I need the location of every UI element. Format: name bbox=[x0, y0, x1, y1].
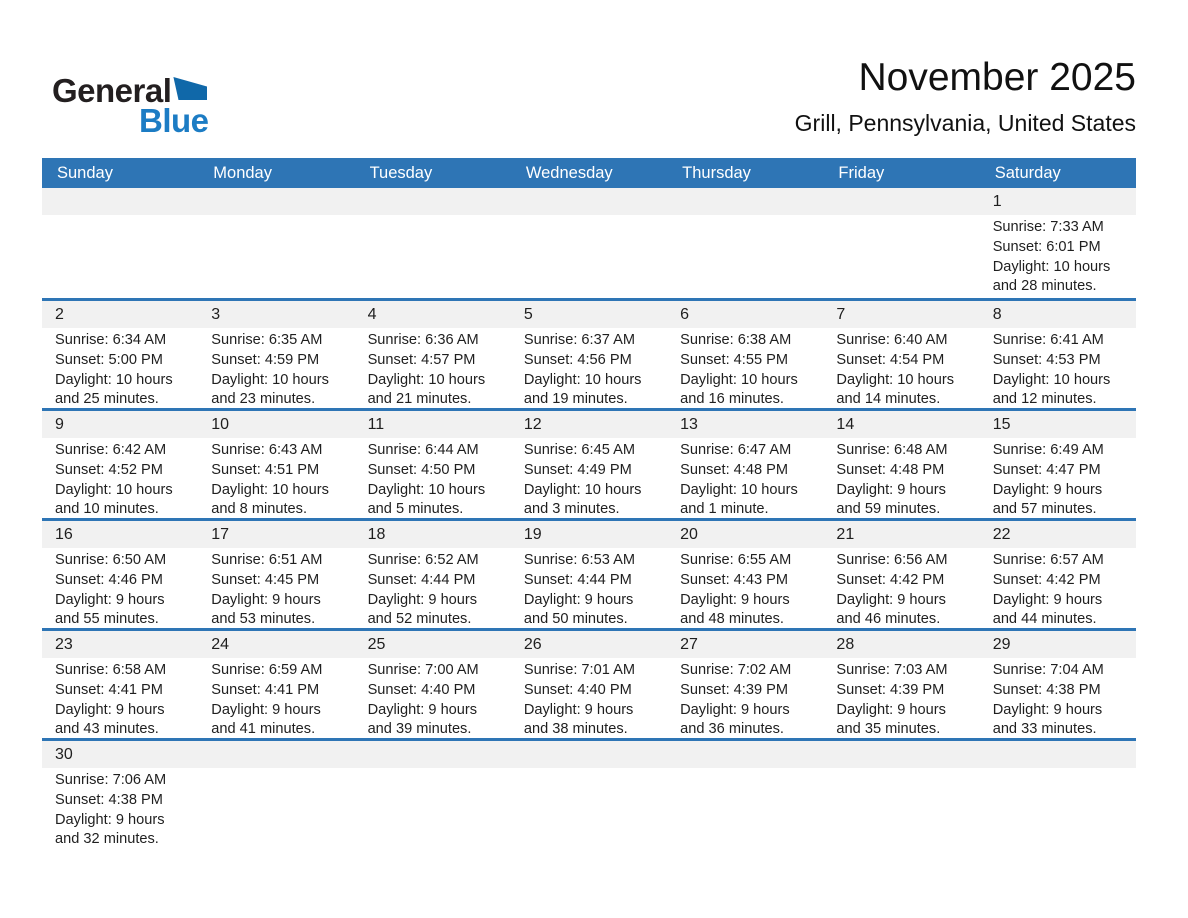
daylight-text: Daylight: 9 hours bbox=[55, 701, 165, 718]
daylight-text: Daylight: 9 hours bbox=[836, 591, 946, 608]
sunrise-text: Sunrise: 7:00 AM bbox=[367, 662, 479, 678]
day-number: 19 bbox=[523, 526, 542, 543]
calendar-location-subtitle: Grill, Pennsylvania, United States bbox=[794, 109, 1136, 136]
daylight-text-cont: and 1 minute. bbox=[680, 501, 769, 518]
sunrise-text: Sunrise: 6:56 AM bbox=[836, 552, 948, 568]
sunset-text: Sunset: 4:50 PM bbox=[367, 461, 476, 478]
sunset-text: Sunset: 4:46 PM bbox=[55, 571, 163, 588]
sunset-text: Sunset: 4:48 PM bbox=[836, 461, 945, 478]
daylight-text: Daylight: 9 hours bbox=[992, 591, 1103, 608]
sunset-text: Sunset: 4:42 PM bbox=[836, 571, 945, 588]
day-details-row bbox=[42, 328, 1136, 410]
week-row-4 bbox=[42, 518, 1136, 628]
day-number: 26 bbox=[523, 636, 542, 653]
day-cell bbox=[511, 548, 667, 630]
day-cell bbox=[355, 438, 511, 520]
daylight-text-cont: and 36 minutes. bbox=[680, 721, 784, 738]
sunset-text: Sunset: 4:42 PM bbox=[992, 571, 1101, 588]
daylight-text: Daylight: 10 hours bbox=[680, 481, 798, 498]
sunset-text: Sunset: 4:48 PM bbox=[680, 461, 789, 478]
day-cell bbox=[823, 438, 979, 520]
sunrise-text: Sunrise: 6:57 AM bbox=[992, 552, 1104, 568]
sunrise-text: Sunrise: 7:06 AM bbox=[55, 772, 167, 788]
daylight-text-cont: and 16 minutes. bbox=[680, 391, 784, 408]
day-cell bbox=[823, 658, 979, 740]
empty-day-number bbox=[823, 188, 979, 215]
day-number: 25 bbox=[367, 636, 386, 653]
daylight-text-cont: and 23 minutes. bbox=[211, 391, 316, 408]
sunset-text: Sunset: 4:57 PM bbox=[367, 351, 476, 368]
day-number: 13 bbox=[680, 416, 698, 433]
day-number: 29 bbox=[992, 636, 1011, 653]
daylight-text-cont: and 39 minutes. bbox=[367, 721, 472, 738]
sunrise-text: Sunrise: 6:45 AM bbox=[523, 442, 635, 458]
sunset-text: Sunset: 4:41 PM bbox=[211, 681, 320, 698]
title-block bbox=[795, 56, 1136, 137]
day-number: 14 bbox=[836, 416, 855, 433]
daylight-text: Daylight: 10 hours bbox=[367, 371, 486, 388]
daylight-text-cont: and 19 minutes. bbox=[523, 391, 628, 408]
sunset-text: Sunset: 5:00 PM bbox=[55, 351, 163, 368]
empty-day-number bbox=[667, 188, 823, 215]
day-number: 1 bbox=[992, 193, 1002, 210]
empty-day-number bbox=[355, 188, 511, 215]
daylight-text: Daylight: 9 hours bbox=[523, 701, 634, 718]
day-number: 5 bbox=[523, 306, 533, 323]
empty-day-number bbox=[198, 741, 354, 768]
sunrise-text: Sunrise: 6:35 AM bbox=[211, 332, 323, 348]
day-number-band bbox=[42, 301, 1136, 328]
week-row-6 bbox=[42, 738, 1136, 848]
daylight-text: Daylight: 10 hours bbox=[523, 481, 642, 498]
daylight-text: Daylight: 9 hours bbox=[367, 701, 478, 718]
daylight-text-cont: and 41 minutes. bbox=[211, 721, 316, 738]
weekday-header-row bbox=[42, 158, 1136, 188]
daylight-text-cont: and 10 minutes. bbox=[55, 501, 159, 518]
day-details-row bbox=[42, 215, 1136, 297]
empty-day-number bbox=[355, 741, 511, 768]
day-number: 30 bbox=[55, 746, 73, 763]
day-number-band bbox=[42, 188, 1136, 215]
sunset-text: Sunset: 4:43 PM bbox=[680, 571, 789, 588]
day-cell bbox=[355, 548, 511, 630]
sunset-text: Sunset: 4:38 PM bbox=[992, 681, 1101, 698]
calendar-month-title: November 2025 bbox=[858, 56, 1136, 99]
day-number: 15 bbox=[992, 416, 1011, 433]
empty-day-number bbox=[980, 741, 1136, 768]
day-number-band bbox=[42, 741, 1136, 768]
sunrise-text: Sunrise: 6:43 AM bbox=[211, 442, 323, 458]
sunset-text: Sunset: 4:39 PM bbox=[836, 681, 945, 698]
day-cell bbox=[355, 328, 511, 410]
day-cell bbox=[667, 328, 823, 410]
day-cell bbox=[198, 658, 354, 740]
empty-day-cell bbox=[355, 768, 511, 850]
sunset-text: Sunset: 4:59 PM bbox=[211, 351, 320, 368]
empty-day-cell bbox=[823, 768, 979, 850]
empty-day-cell bbox=[355, 215, 511, 297]
day-cell bbox=[980, 548, 1136, 630]
day-number: 17 bbox=[211, 526, 230, 543]
day-number-band bbox=[42, 521, 1136, 548]
sunrise-text: Sunrise: 7:02 AM bbox=[680, 662, 792, 678]
week-row-3 bbox=[42, 408, 1136, 518]
week-row-1 bbox=[42, 188, 1136, 298]
daylight-text: Daylight: 10 hours bbox=[55, 481, 173, 498]
day-cell bbox=[42, 768, 198, 850]
logo-text-blue: Blue bbox=[139, 102, 209, 139]
day-number: 12 bbox=[523, 416, 542, 433]
sunset-text: Sunset: 4:52 PM bbox=[55, 461, 163, 478]
sunrise-text: Sunrise: 6:48 AM bbox=[836, 442, 948, 458]
daylight-text: Daylight: 9 hours bbox=[55, 811, 165, 828]
daylight-text-cont: and 14 minutes. bbox=[836, 391, 941, 408]
sunset-text: Sunset: 4:38 PM bbox=[55, 791, 163, 808]
day-number: 18 bbox=[367, 526, 386, 543]
day-cell bbox=[198, 548, 354, 630]
day-cell bbox=[42, 438, 198, 520]
sunset-text: Sunset: 4:47 PM bbox=[992, 461, 1101, 478]
sunset-text: Sunset: 4:51 PM bbox=[211, 461, 320, 478]
daylight-text: Daylight: 9 hours bbox=[836, 481, 946, 498]
day-cell bbox=[667, 438, 823, 520]
sunrise-text: Sunrise: 7:04 AM bbox=[992, 662, 1104, 678]
day-cell bbox=[42, 328, 198, 410]
daylight-text-cont: and 32 minutes. bbox=[55, 831, 159, 848]
day-cell bbox=[667, 658, 823, 740]
weekday-header-saturday: Saturday bbox=[994, 163, 1061, 182]
daylight-text-cont: and 57 minutes. bbox=[992, 501, 1097, 518]
daylight-text: Daylight: 10 hours bbox=[836, 371, 955, 388]
daylight-text-cont: and 48 minutes. bbox=[680, 611, 784, 628]
day-cell bbox=[511, 328, 667, 410]
daylight-text: Daylight: 9 hours bbox=[367, 591, 478, 608]
empty-day-number bbox=[511, 741, 667, 768]
week-row-2 bbox=[42, 298, 1136, 408]
day-number-band bbox=[42, 631, 1136, 658]
daylight-text-cont: and 52 minutes. bbox=[367, 611, 472, 628]
daylight-text-cont: and 33 minutes. bbox=[992, 721, 1097, 738]
daylight-text: Daylight: 10 hours bbox=[523, 371, 642, 388]
day-cell bbox=[511, 658, 667, 740]
day-number: 20 bbox=[680, 526, 698, 543]
day-details-row bbox=[42, 768, 1136, 850]
day-cell bbox=[42, 658, 198, 740]
empty-day-cell bbox=[511, 215, 667, 297]
daylight-text: Daylight: 10 hours bbox=[992, 371, 1111, 388]
daylight-text-cont: and 8 minutes. bbox=[211, 501, 308, 518]
sunset-text: Sunset: 4:45 PM bbox=[211, 571, 320, 588]
daylight-text-cont: and 12 minutes. bbox=[992, 391, 1097, 408]
day-number: 23 bbox=[55, 636, 73, 653]
day-number: 8 bbox=[992, 306, 1002, 323]
daylight-text-cont: and 59 minutes. bbox=[836, 501, 941, 518]
empty-day-number bbox=[823, 741, 979, 768]
daylight-text: Daylight: 10 hours bbox=[367, 481, 486, 498]
sunset-text: Sunset: 4:54 PM bbox=[836, 351, 945, 368]
day-details-row bbox=[42, 658, 1136, 740]
daylight-text: Daylight: 9 hours bbox=[680, 591, 790, 608]
daylight-text-cont: and 3 minutes. bbox=[523, 501, 620, 518]
day-cell bbox=[980, 438, 1136, 520]
day-number: 4 bbox=[367, 306, 377, 323]
sunrise-text: Sunrise: 6:42 AM bbox=[55, 442, 167, 458]
weekday-header-sunday: Sunday bbox=[57, 163, 113, 182]
empty-day-cell bbox=[823, 215, 979, 297]
sunrise-text: Sunrise: 7:01 AM bbox=[523, 662, 635, 678]
sunrise-text: Sunrise: 6:58 AM bbox=[55, 662, 167, 678]
daylight-text-cont: and 21 minutes. bbox=[367, 391, 472, 408]
day-cell bbox=[355, 658, 511, 740]
weekday-header-monday: Monday bbox=[213, 163, 272, 182]
day-number-band bbox=[42, 411, 1136, 438]
sunset-text: Sunset: 6:01 PM bbox=[992, 238, 1101, 255]
day-number: 27 bbox=[680, 636, 698, 653]
day-number: 2 bbox=[55, 306, 64, 323]
day-cell bbox=[42, 548, 198, 630]
sunrise-text: Sunrise: 7:03 AM bbox=[836, 662, 948, 678]
day-number: 16 bbox=[55, 526, 73, 543]
sunrise-text: Sunrise: 6:49 AM bbox=[992, 442, 1104, 458]
sunrise-text: Sunrise: 6:59 AM bbox=[211, 662, 323, 678]
daylight-text-cont: and 46 minutes. bbox=[836, 611, 941, 628]
sunrise-text: Sunrise: 6:55 AM bbox=[680, 552, 792, 568]
empty-day-number bbox=[667, 741, 823, 768]
day-number: 11 bbox=[367, 416, 385, 433]
sunrise-text: Sunrise: 6:41 AM bbox=[992, 332, 1104, 348]
daylight-text: Daylight: 9 hours bbox=[523, 591, 634, 608]
day-number: 22 bbox=[992, 526, 1011, 543]
day-number: 6 bbox=[680, 306, 690, 323]
daylight-text-cont: and 55 minutes. bbox=[55, 611, 159, 628]
day-cell bbox=[198, 438, 354, 520]
daylight-text: Daylight: 10 hours bbox=[55, 371, 173, 388]
empty-day-number bbox=[511, 188, 667, 215]
day-details-row bbox=[42, 438, 1136, 520]
day-details-row bbox=[42, 548, 1136, 630]
daylight-text: Daylight: 9 hours bbox=[211, 591, 321, 608]
sunset-text: Sunset: 4:55 PM bbox=[680, 351, 789, 368]
sunrise-text: Sunrise: 6:37 AM bbox=[523, 332, 635, 348]
sunset-text: Sunset: 4:39 PM bbox=[680, 681, 789, 698]
calendar-weeks bbox=[42, 188, 1136, 848]
day-cell bbox=[667, 548, 823, 630]
day-cell bbox=[980, 215, 1136, 297]
daylight-text-cont: and 43 minutes. bbox=[55, 721, 159, 738]
day-number: 10 bbox=[211, 416, 230, 433]
sunrise-text: Sunrise: 6:50 AM bbox=[55, 552, 167, 568]
day-number: 7 bbox=[836, 306, 846, 323]
daylight-text: Daylight: 9 hours bbox=[992, 701, 1103, 718]
weekday-header-friday: Friday bbox=[838, 163, 885, 182]
weekday-header-wednesday: Wednesday bbox=[525, 163, 613, 182]
daylight-text-cont: and 28 minutes. bbox=[992, 278, 1097, 295]
empty-day-cell bbox=[198, 768, 354, 850]
day-cell bbox=[823, 548, 979, 630]
logo-triangle-icon bbox=[173, 77, 207, 100]
daylight-text: Daylight: 9 hours bbox=[836, 701, 946, 718]
daylight-text-cont: and 38 minutes. bbox=[523, 721, 628, 738]
empty-day-cell bbox=[667, 768, 823, 850]
sunrise-text: Sunrise: 6:51 AM bbox=[211, 552, 323, 568]
sunset-text: Sunset: 4:40 PM bbox=[523, 681, 632, 698]
empty-day-cell bbox=[980, 768, 1136, 850]
daylight-text-cont: and 5 minutes. bbox=[367, 501, 464, 518]
empty-day-cell bbox=[198, 215, 354, 297]
sunset-text: Sunset: 4:44 PM bbox=[523, 571, 632, 588]
empty-day-cell bbox=[42, 215, 198, 297]
sunrise-text: Sunrise: 6:40 AM bbox=[836, 332, 948, 348]
calendar-table bbox=[42, 158, 1136, 848]
sunrise-text: Sunrise: 6:38 AM bbox=[680, 332, 792, 348]
daylight-text: Daylight: 9 hours bbox=[211, 701, 321, 718]
sunrise-text: Sunrise: 6:53 AM bbox=[523, 552, 635, 568]
daylight-text-cont: and 44 minutes. bbox=[992, 611, 1097, 628]
day-number: 21 bbox=[836, 526, 855, 543]
daylight-text: Daylight: 10 hours bbox=[211, 481, 329, 498]
empty-day-cell bbox=[511, 768, 667, 850]
day-number: 24 bbox=[211, 636, 230, 653]
day-cell bbox=[980, 328, 1136, 410]
daylight-text: Daylight: 10 hours bbox=[680, 371, 798, 388]
empty-day-cell bbox=[667, 215, 823, 297]
weekday-header-tuesday: Tuesday bbox=[369, 163, 433, 182]
sunrise-text: Sunrise: 6:44 AM bbox=[367, 442, 479, 458]
sunrise-text: Sunrise: 6:36 AM bbox=[367, 332, 479, 348]
day-cell bbox=[980, 658, 1136, 740]
sunrise-text: Sunrise: 6:34 AM bbox=[55, 332, 167, 348]
day-cell bbox=[823, 328, 979, 410]
daylight-text: Daylight: 9 hours bbox=[55, 591, 165, 608]
sunrise-text: Sunrise: 6:52 AM bbox=[367, 552, 479, 568]
sunset-text: Sunset: 4:53 PM bbox=[992, 351, 1101, 368]
sunset-text: Sunset: 4:41 PM bbox=[55, 681, 163, 698]
empty-day-number bbox=[198, 188, 354, 215]
weekday-header-thursday: Thursday bbox=[682, 163, 751, 182]
daylight-text-cont: and 53 minutes. bbox=[211, 611, 316, 628]
logo-text-general: General bbox=[52, 72, 172, 109]
daylight-text-cont: and 50 minutes. bbox=[523, 611, 628, 628]
daylight-text: Daylight: 9 hours bbox=[680, 701, 790, 718]
sunset-text: Sunset: 4:44 PM bbox=[367, 571, 476, 588]
sunset-text: Sunset: 4:56 PM bbox=[523, 351, 632, 368]
general-blue-logo bbox=[52, 74, 209, 137]
empty-day-number bbox=[42, 188, 198, 215]
daylight-text-cont: and 25 minutes. bbox=[55, 391, 159, 408]
day-number: 3 bbox=[211, 306, 221, 323]
sunset-text: Sunset: 4:40 PM bbox=[367, 681, 476, 698]
sunrise-text: Sunrise: 7:33 AM bbox=[992, 219, 1104, 235]
week-row-5 bbox=[42, 628, 1136, 738]
day-cell bbox=[511, 438, 667, 520]
day-number: 28 bbox=[836, 636, 855, 653]
daylight-text: Daylight: 9 hours bbox=[992, 481, 1103, 498]
daylight-text: Daylight: 10 hours bbox=[211, 371, 329, 388]
daylight-text-cont: and 35 minutes. bbox=[836, 721, 941, 738]
day-cell bbox=[198, 328, 354, 410]
sunset-text: Sunset: 4:49 PM bbox=[523, 461, 632, 478]
sunrise-text: Sunrise: 6:47 AM bbox=[680, 442, 792, 458]
day-number: 9 bbox=[55, 416, 64, 433]
daylight-text: Daylight: 10 hours bbox=[992, 258, 1111, 275]
